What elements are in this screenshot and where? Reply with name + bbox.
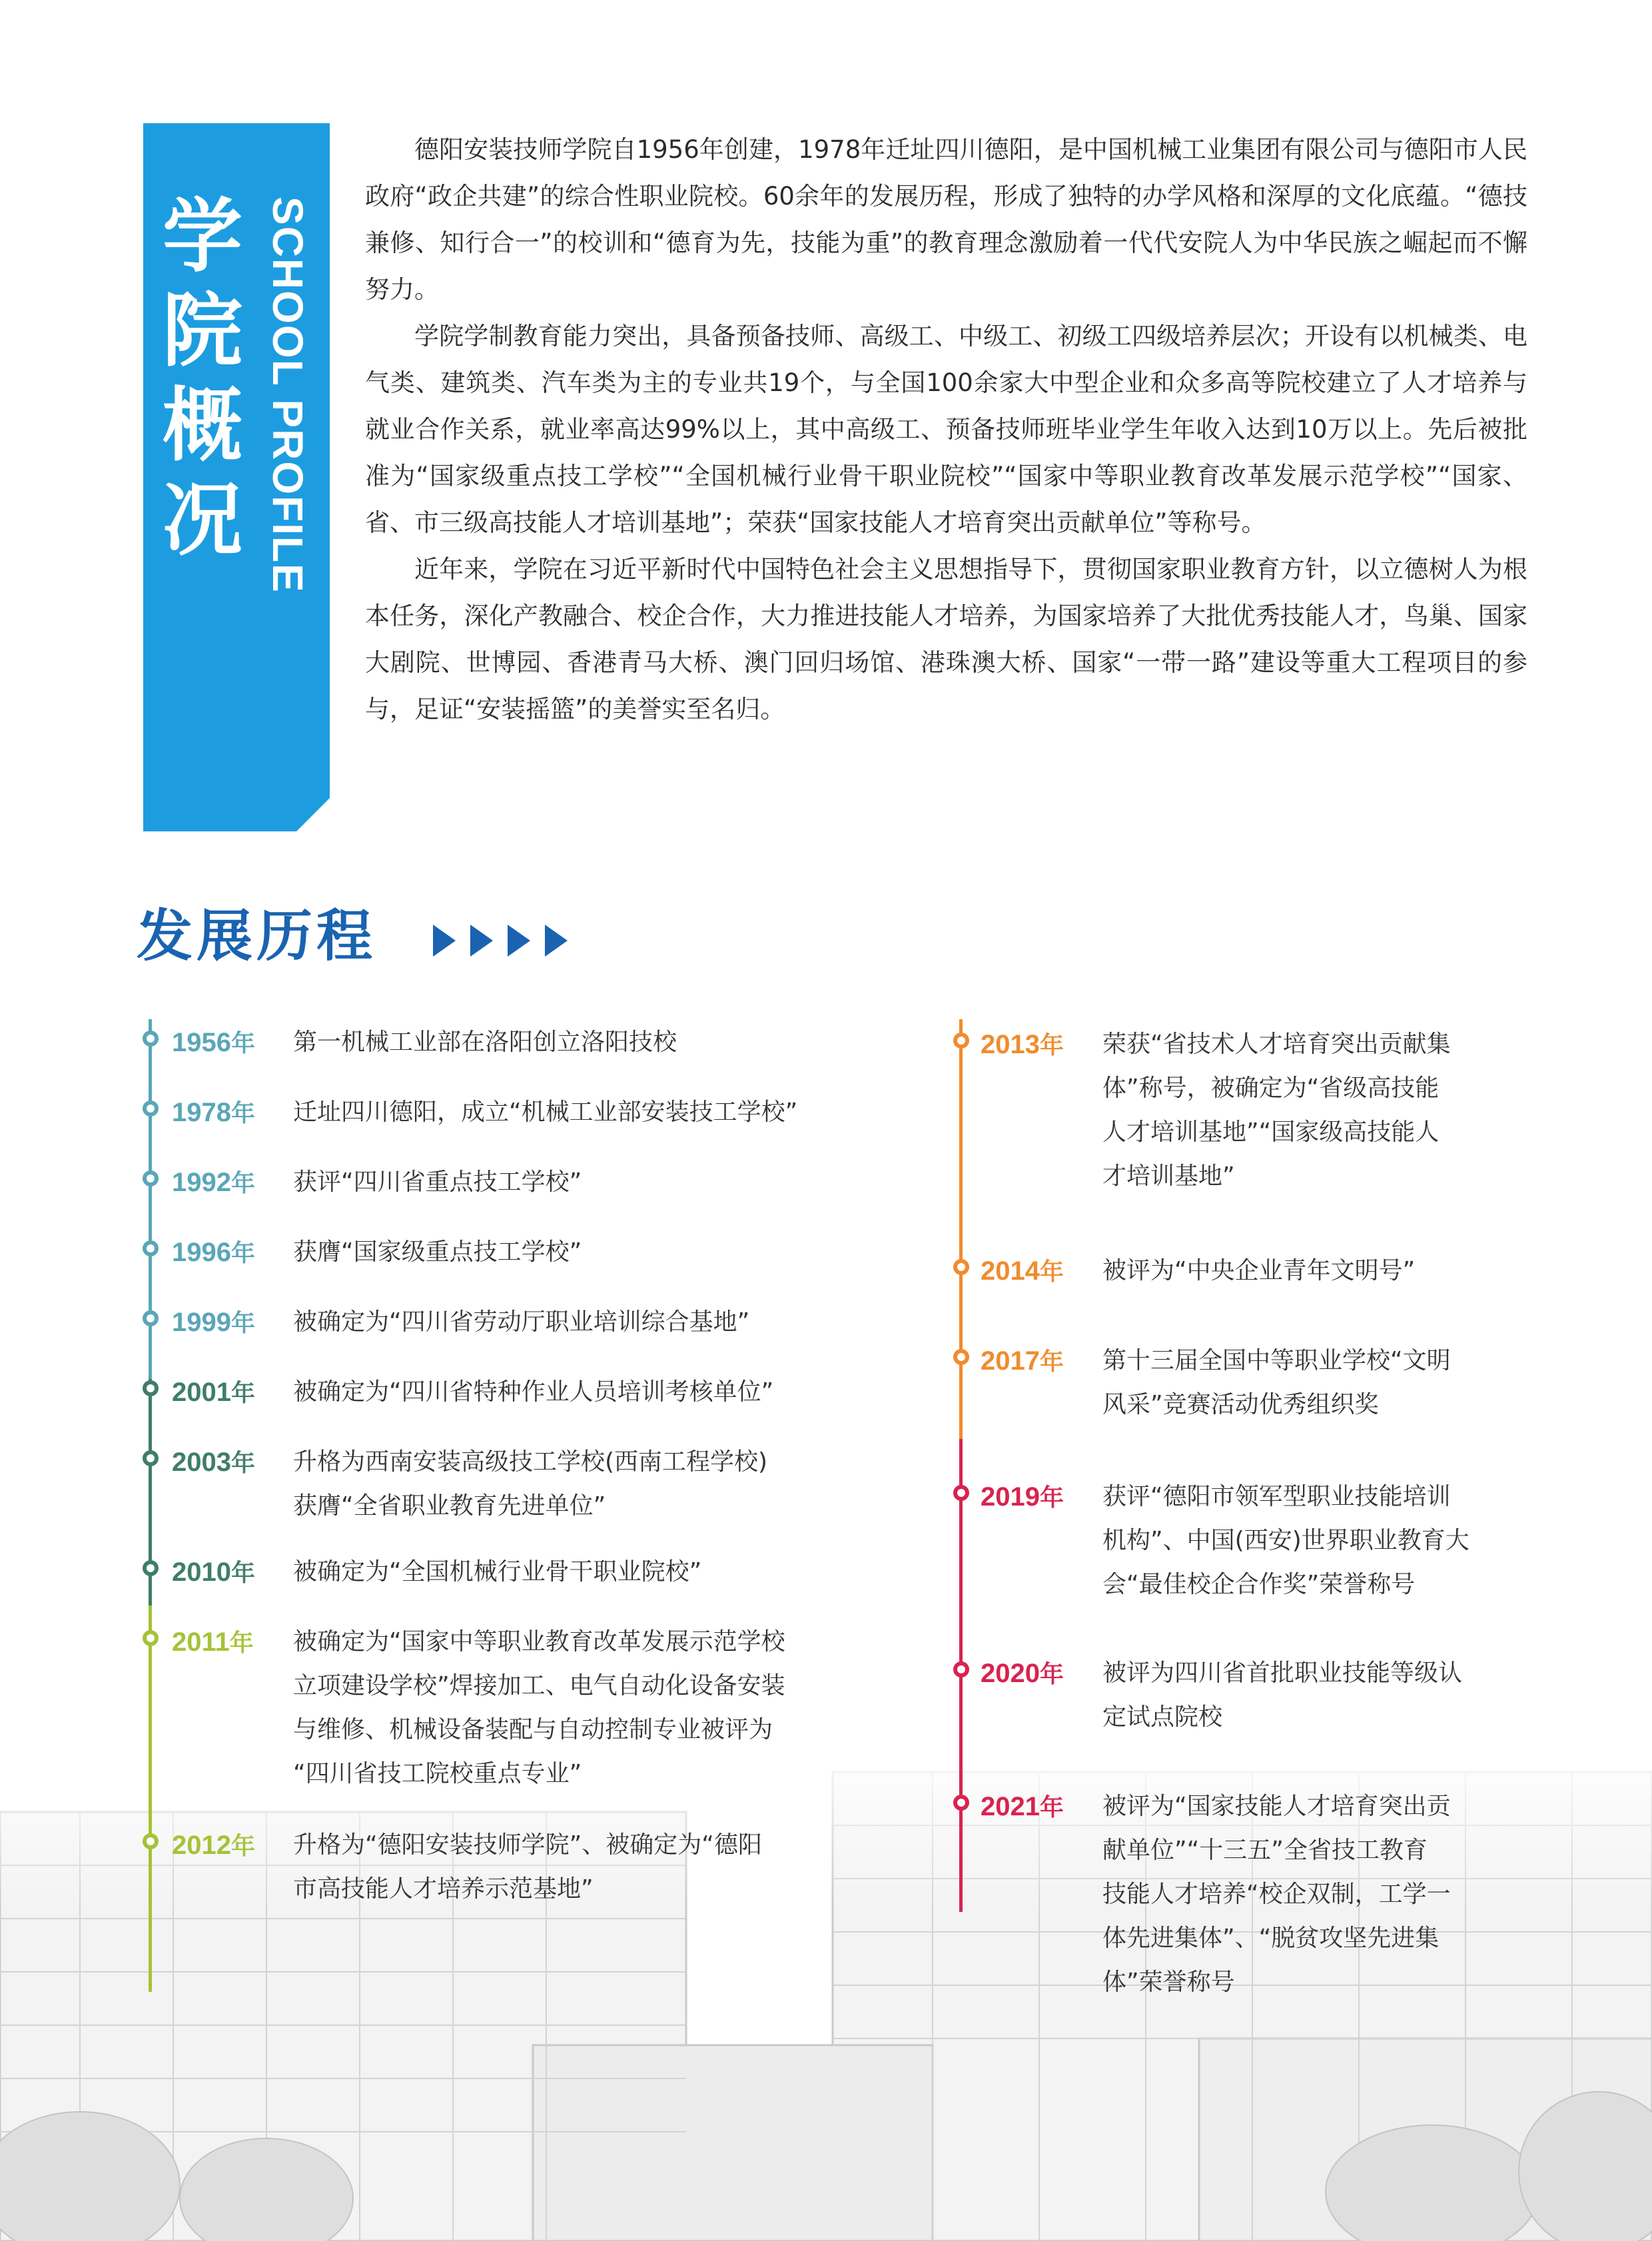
timeline-year: [981, 1480, 1064, 1515]
year-number: 1999: [172, 1308, 231, 1337]
timeline-event: [293, 1021, 879, 1065]
event-line: 技能人才培养“校企双制，工学一: [1102, 1881, 1451, 1908]
timeline-event: [293, 1440, 879, 1528]
timeline-year: [172, 1166, 255, 1200]
event-line: 第一机械工业部在洛阳创立洛阳技校: [293, 1029, 677, 1056]
event-line: 才培训基地”: [1102, 1162, 1235, 1190]
timeline-dot: [143, 1380, 159, 1396]
year-suffix: 年: [230, 1833, 255, 1860]
timeline-event: [293, 1300, 879, 1344]
event-line: 获评“四川省重点技工学校”: [293, 1168, 582, 1196]
timeline-year: [981, 1790, 1064, 1825]
year-number: 2019: [981, 1482, 1040, 1512]
event-line: 被评为“国家技能人才培育突出贡: [1102, 1793, 1451, 1820]
year-number: 2020: [981, 1659, 1040, 1688]
timeline-line-left: [149, 1019, 152, 1436]
event-line: 升格为“德阳安装技师学院”、被确定为“德阳: [293, 1831, 762, 1859]
year-suffix: 年: [230, 1240, 255, 1267]
event-line: 市高技能人才培养示范基地”: [293, 1875, 594, 1903]
year-suffix: 年: [1039, 1032, 1064, 1059]
year-suffix: 年: [230, 1100, 255, 1127]
event-line: 被确定为“国家中等职业教育改革发展示范学校: [293, 1628, 785, 1655]
banner-title-char: 概: [163, 380, 242, 472]
timeline-dot: [953, 1033, 969, 1049]
event-line: 体”荣誉称号: [1102, 1969, 1235, 1996]
timeline-dot: [143, 1310, 159, 1326]
event-line: 迁址四川德阳，成立“机械工业部安装技工学校”: [293, 1099, 798, 1126]
timeline-dot: [143, 1450, 159, 1466]
timeline-event: [293, 1823, 879, 1911]
intro-paragraph: 德阳安装技师学院自1956年创建，1978年迁址四川德阳，是中国机械工业集团有限公司与德阳市人民政府“政企共建”的综合性职业院校。60余年的发展历程，形成了独特的办学风格和深厚的文化底蕴。“德技兼修、知行合一”的校训和“德育为先，技能为重”的教育理念激励着一代代安院人为中华民族之崛起而不懈努力。: [365, 135, 1527, 304]
event-line: 献单位”“十三五”全省技工教育: [1102, 1837, 1428, 1864]
timeline-dot: [143, 1240, 159, 1256]
year-number: 1992: [172, 1168, 231, 1197]
timeline-year: [172, 1306, 255, 1340]
event-line: 会“最佳校企合作奖”荣誉称号: [1102, 1571, 1416, 1598]
year-suffix: 年: [230, 1450, 255, 1477]
timeline-year: [172, 1096, 255, 1130]
timeline-year: [172, 1376, 255, 1410]
history-title: 发展历程: [137, 903, 377, 969]
timeline-year: [172, 1236, 255, 1270]
year-number: 1978: [172, 1098, 231, 1127]
year-number: 2014: [981, 1256, 1040, 1286]
timeline-year: [981, 1028, 1064, 1063]
timeline-event: [293, 1230, 879, 1274]
timeline-event: [293, 1091, 879, 1134]
timeline-year: [172, 1625, 254, 1660]
year-suffix: 年: [1039, 1258, 1064, 1286]
year-number: 2011: [172, 1627, 230, 1657]
event-line: 风采”竞赛活动优秀组织奖: [1102, 1391, 1379, 1418]
event-line: 体”称号，被确定为“省级高技能: [1102, 1075, 1440, 1102]
year-suffix: 年: [1039, 1348, 1064, 1376]
event-line: 立项建设学校”焊接加工、电气自动化设备安装: [293, 1672, 785, 1699]
arrow-icon: [508, 925, 530, 957]
timeline-event: [293, 1160, 879, 1204]
event-line: 第十三届全国中等职业学校“文明: [1102, 1347, 1451, 1374]
timeline-line-right: [959, 1019, 963, 1439]
timeline-year: [981, 1657, 1064, 1691]
timeline-line-left: [149, 1605, 152, 1992]
timeline-event: [1102, 1651, 1515, 1739]
event-line: 定试点院校: [1102, 1703, 1223, 1731]
banner-title-char: 学: [163, 191, 242, 283]
event-line: 获膺“国家级重点技工学校”: [293, 1238, 582, 1266]
timeline-event: [1102, 1785, 1515, 2005]
timeline-line-left: [149, 1379, 152, 1625]
timeline-year: [172, 1556, 255, 1590]
timeline-dot: [953, 1795, 969, 1811]
year-number: 1996: [172, 1238, 231, 1267]
timeline-year: [981, 1254, 1064, 1289]
event-line: 获膺“全省职业教育先进单位”: [293, 1492, 606, 1520]
year-suffix: 年: [230, 1560, 255, 1587]
year-number: 2001: [172, 1378, 231, 1407]
year-suffix: 年: [230, 1380, 255, 1407]
event-line: “四川省技工院校重点专业”: [293, 1760, 582, 1787]
timeline-event: [293, 1620, 879, 1796]
arrow-icon: [470, 925, 493, 957]
arrow-icon: [433, 925, 456, 957]
timeline-event: [293, 1370, 879, 1414]
year-number: 2003: [172, 1448, 231, 1477]
timeline-dot: [143, 1630, 159, 1646]
arrow-icon: [545, 925, 568, 957]
year-number: 2012: [172, 1831, 231, 1860]
timeline-dot: [953, 1259, 969, 1275]
school-intro: [365, 127, 1527, 733]
timeline-year: [981, 1344, 1064, 1379]
banner-title-en: SCHOOL PROFILE: [264, 197, 312, 594]
timeline-dot: [143, 1170, 159, 1186]
timeline-event: [1102, 1339, 1515, 1427]
year-suffix: 年: [1039, 1794, 1064, 1821]
timeline-dot: [953, 1661, 969, 1677]
event-line: 机构”、中国(西安)世界职业教育大: [1102, 1527, 1469, 1554]
event-line: 人才培训基地”“国家级高技能人: [1102, 1119, 1440, 1146]
timeline-dot: [953, 1349, 969, 1365]
timeline-dot: [143, 1031, 159, 1047]
banner-title-cn: [160, 190, 245, 568]
timeline-event: [293, 1550, 879, 1594]
timeline-year: [172, 1026, 255, 1061]
intro-paragraph: 近年来，学院在习近平新时代中国特色社会主义思想指导下，贯彻国家职业教育方针，以立德树人为根本任务，深化产教融合、校企合作，大力推进技能人才培养，为国家培养了大批优秀技能人才，鸟巢、国家大剧院、世博园、香港青马大桥、澳门回归场馆、港珠澳大桥、国家“一带一路”建设等重大工程项目的参与，足证“安装摇篮”的美誉实至名归。: [365, 555, 1527, 723]
event-line: 被评为四川省首批职业技能等级认: [1102, 1659, 1463, 1687]
timeline-event: [1102, 1475, 1515, 1607]
year-suffix: 年: [230, 1170, 255, 1197]
year-suffix: 年: [229, 1629, 254, 1657]
timeline-dot: [143, 1101, 159, 1117]
year-number: 2017: [981, 1346, 1040, 1376]
event-line: 被确定为“全国机械行业骨干职业院校”: [293, 1558, 702, 1585]
event-line: 被确定为“四川省特种作业人员培训考核单位”: [293, 1378, 774, 1406]
year-number: 1956: [172, 1028, 231, 1057]
timeline-dot: [143, 1560, 159, 1576]
year-number: 2021: [981, 1792, 1040, 1821]
event-line: 被确定为“四川省劳动厅职业培训综合基地”: [293, 1308, 750, 1336]
year-suffix: 年: [230, 1030, 255, 1057]
banner-title-char: 况: [163, 474, 242, 567]
year-suffix: 年: [1039, 1661, 1064, 1688]
timeline-year: [172, 1829, 255, 1863]
event-line: 与维修、机械设备装配与自动控制专业被评为: [293, 1716, 773, 1743]
event-line: 获评“德阳市领军型职业技能培训: [1102, 1483, 1451, 1510]
timeline-event: [1102, 1249, 1515, 1293]
year-number: 2013: [981, 1030, 1040, 1059]
event-line: 荣获“省技术人才培育突出贡献集: [1102, 1031, 1451, 1058]
timeline-event: [1102, 1023, 1515, 1198]
year-suffix: 年: [1039, 1484, 1064, 1512]
year-suffix: 年: [230, 1310, 255, 1337]
banner-title-char: 院: [163, 285, 242, 378]
timeline-dot: [143, 1833, 159, 1849]
event-line: 被评为“中央企业青年文明号”: [1102, 1257, 1416, 1284]
year-number: 2010: [172, 1558, 231, 1587]
event-line: 升格为西南安装高级技工学校(西南工程学校): [293, 1448, 768, 1476]
timeline-dot: [953, 1485, 969, 1501]
timeline-year: [172, 1446, 255, 1480]
intro-paragraph: 学院学制教育能力突出，具备预备技师、高级工、中级工、初级工四级培养层次；开设有以机械类、电气类、建筑类、汽车类为主的专业共19个，与全国100余家大中型企业和众多高等院校建立了人才培养与就业合作关系，就业率高达99%以上，其中高级工、预备技师班毕业学生年收入达到10万以上。先后被批准为“国家级重点技工学校”“全国机械行业骨干职业院校”“国家中等职业教育改革发展示范学校”“国家、省、市三级高技能人才培训基地”；荣获“国家技能人才培育突出贡献单位”等称号。: [365, 322, 1527, 537]
event-line: 体先进集体”、“脱贫攻坚先进集: [1102, 1925, 1440, 1952]
